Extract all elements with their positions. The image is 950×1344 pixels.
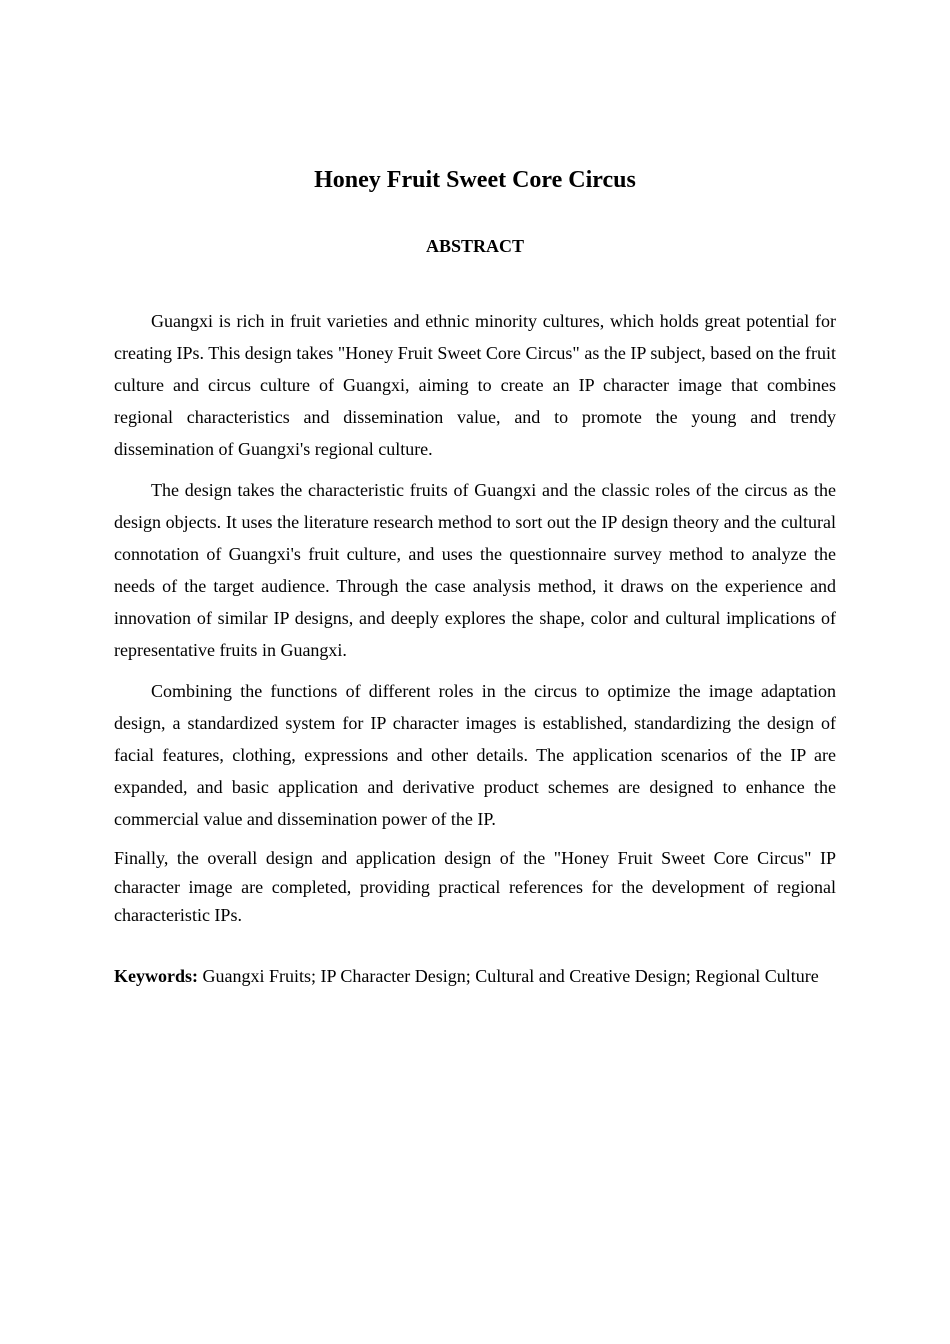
document-title: Honey Fruit Sweet Core Circus [314,167,636,193]
abstract-paragraph-3: Combining the functions of different roles in the circus to optimize the image adaptation design, a standardized system for IP character images is established, standardizing the design of facial features, clothing, expressions and other details. The application scenarios of the IP are expanded, and basic application and derivative product schemes are designed to enhance the commercial value and dissemination power of the IP. [114,681,836,829]
abstract-heading: ABSTRACT [425,236,525,256]
keywords-text: Guangxi Fruits; IP Character Design; Cultural and Creative Design; Regional Culture [198,965,819,986]
abstract-body [114,305,836,990]
abstract-paragraph-4: Finally, the overall design and application design of the "Honey Fruit Sweet Core Circus" IP character image are completed, providing practical references for the development of regional characteristic IPs. [114,848,836,925]
keywords-label: Keywords: [114,965,198,986]
abstract-paragraph-1: Guangxi is rich in fruit varieties and ethnic minority cultures, which holds great potential for creating IPs. This design takes "Honey Fruit Sweet Core Circus" as the IP subject, based on the fruit culture and circus culture of Guangxi, aiming to create an IP character image that combines regional characteristics and dissemination value, and to promote the young and trendy dissemination of Guangxi's regional culture. [114,311,836,459]
keywords [114,962,836,991]
abstract-paragraph-2: The design takes the characteristic fruits of Guangxi and the classic roles of the circus as the design objects. It uses the literature research method to sort out the IP design theory and the cultural connotation of Guangxi's fruit culture, and uses the questionnaire survey method to analyze the needs of the target audience. Through the case analysis method, it draws on the experience and innovation of similar IP designs, and deeply explores the shape, color and cultural implications of representative fruits in Guangxi. [114,480,836,660]
